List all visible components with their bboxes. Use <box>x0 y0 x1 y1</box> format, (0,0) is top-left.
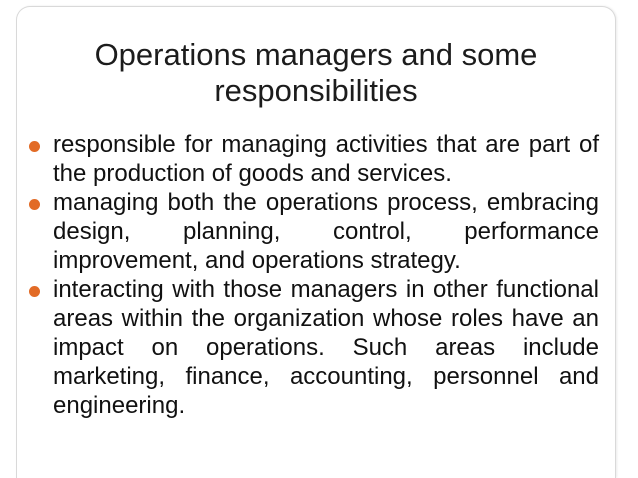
slide <box>16 6 616 478</box>
orange-dot-icon <box>29 199 40 210</box>
slide-title-line-2: responsibilities <box>214 73 418 108</box>
slide-title-line-1: Operations managers and some <box>94 37 538 72</box>
bullet-text-1: responsible for managing activities that are part of the production of goods and services. <box>53 131 599 187</box>
slide-title <box>17 37 615 109</box>
bullet-item-3 <box>17 275 615 420</box>
bullet-item-1 <box>17 130 615 188</box>
bullet-text-3: interacting with those managers in other functional areas within the organization whose roles have an impact on operations. Such areas include marketing, finance, accounting, personnel and engineering. <box>53 276 599 419</box>
orange-dot-icon <box>29 141 40 152</box>
bullet-item-2 <box>17 188 615 275</box>
bullet-text-2: managing both the operations process, embracing design, planning, control, performance improvement, and operations strategy. <box>53 189 599 274</box>
orange-dot-icon <box>29 286 40 297</box>
bullet-list <box>17 130 615 420</box>
